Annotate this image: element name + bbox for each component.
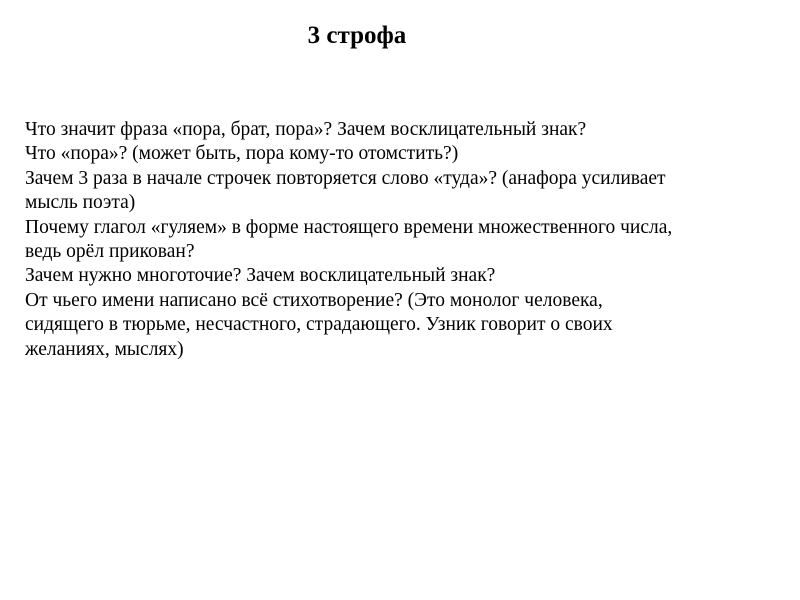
body-line: Зачем 3 раза в начале строчек повторяется слово «туда»? (анафора усиливает — [25, 167, 666, 189]
slide-title: 3 строфа — [307, 22, 407, 49]
body-line: От чьего имени написано всё стихотворение? (Это монолог человека, — [25, 289, 603, 311]
slide-body — [25, 118, 785, 362]
body-line: Что «пора»? (может быть, пора кому-то отомстить?) — [25, 143, 459, 165]
body-line: ведь орёл прикован? — [25, 241, 195, 263]
body-line: Что значит фраза «пора, брат, пора»? Зачем восклицательный знак? — [25, 119, 587, 140]
body-line: Почему глагол «гуляем» в форме настоящего времени множественного числа, — [25, 216, 673, 238]
body-line: Зачем нужно многоточие? Зачем восклицательный знак? — [25, 265, 496, 287]
body-line: сидящего в тюрьме, несчастного, страдающего. Узник говорит о своих — [25, 314, 613, 336]
body-line: мысль поэта) — [25, 192, 136, 214]
body-line: желаниях, мыслях) — [25, 338, 184, 360]
